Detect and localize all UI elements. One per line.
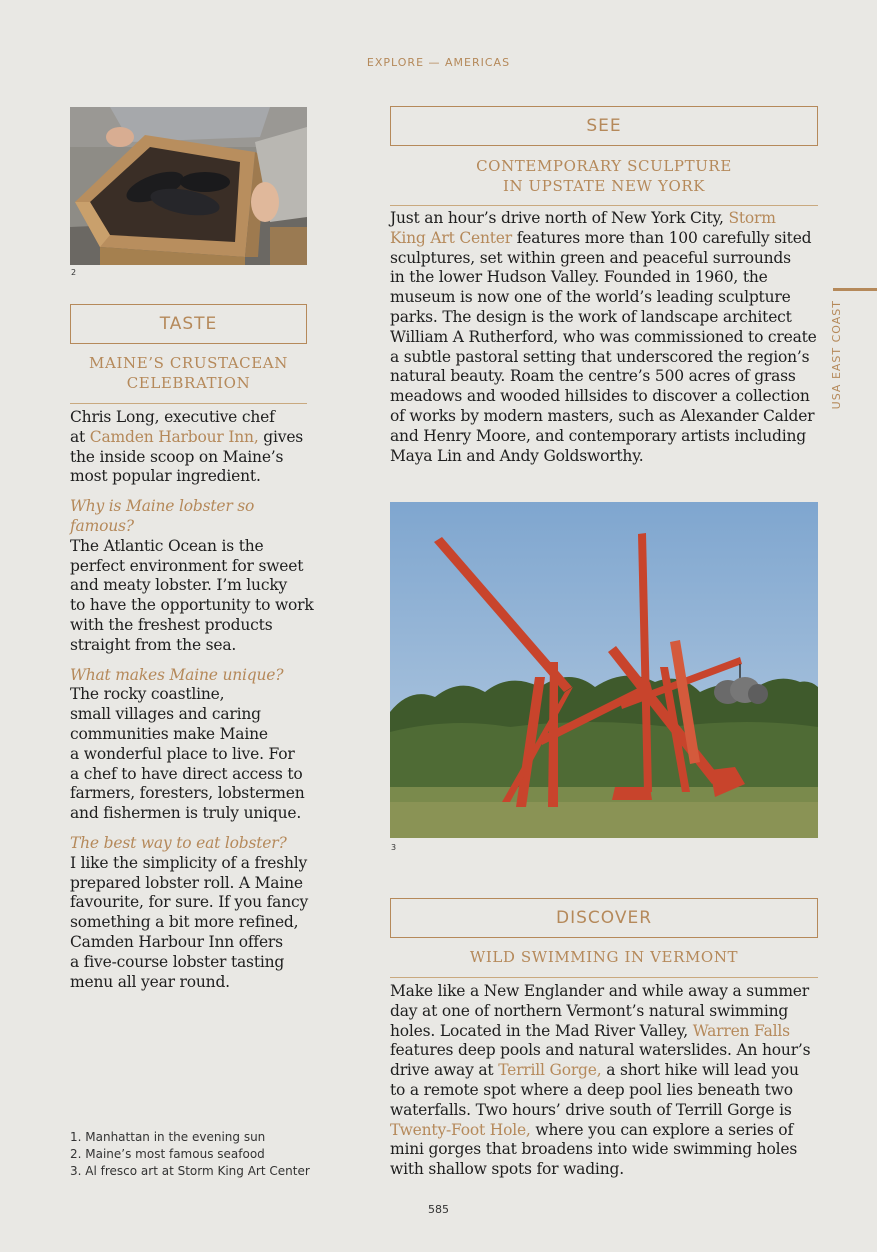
taste-intro-text: at [70, 427, 90, 446]
see-line: parks. The design is the work of landscape architect [390, 307, 792, 326]
taste-answer-line: a chef to have direct access to [70, 764, 303, 783]
see-line: Maya Lin and Andy Goldsworthy. [390, 446, 644, 465]
taste-answer-line: something a bit more refined, [70, 913, 299, 932]
photo-captions [70, 1129, 310, 1180]
discover-line [390, 1022, 830, 1042]
discover-line: day at one of northern Vermont’s natural swimming [390, 1001, 789, 1020]
discover-section-label: DISCOVER [390, 898, 818, 938]
taste-title [70, 353, 307, 404]
see-section-label: SEE [390, 106, 818, 146]
see-line: sculptures, set within green and peaceful surrounds [390, 248, 791, 267]
photo3-number: 3 [391, 843, 397, 852]
taste-body [70, 408, 320, 992]
discover-line [390, 1061, 830, 1081]
see-line: William A Rutherford, who was commissioned to create [390, 327, 817, 346]
taste-intro-line: most popular ingredient. [70, 467, 261, 486]
taste-question-2: What makes Maine unique? [70, 665, 284, 684]
side-tab: USA EAST COAST [830, 300, 843, 410]
discover-line: features deep pools and natural waterslides. An hour’s [390, 1041, 811, 1060]
caption-1: 1. Manhattan in the evening sun [70, 1130, 266, 1144]
taste-intro-line [70, 428, 320, 448]
see-title [390, 156, 818, 206]
running-head: EXPLORE — AMERICAS [366, 56, 511, 69]
taste-answer-line: The rocky coastline, [70, 685, 225, 704]
storm-king-link-cont[interactable]: King Art Center [390, 228, 512, 247]
see-text: features more than 100 carefully sited [511, 228, 812, 247]
see-line: and Henry Moore, and contemporary artists including [390, 426, 807, 445]
taste-answer-line: and meaty lobster. I’m lucky [70, 576, 288, 595]
see-line: meadows and wooded hillsides to discover a collection [390, 387, 810, 406]
storm-king-link[interactable]: Storm [728, 209, 776, 227]
discover-text: where you can explore a series of [530, 1120, 793, 1139]
see-line: of works by modern masters, such as Alexander Calder [390, 406, 815, 425]
taste-question-1: Why is Maine lobster so famous? [70, 497, 255, 535]
taste-answer-line: The Atlantic Ocean is the [70, 536, 264, 555]
taste-section-label: TASTE [70, 304, 307, 344]
taste-answer-line: with the freshest products [70, 615, 273, 634]
taste-answer-line: communities make Maine [70, 724, 268, 743]
taste-answer-line: Camden Harbour Inn offers [70, 932, 283, 951]
warren-falls-link[interactable]: Warren Falls [692, 1021, 790, 1040]
see-title-line1: CONTEMPORARY SCULPTURE [476, 157, 732, 175]
taste-answer-line: I like the simplicity of a freshly [70, 853, 308, 872]
sculpture-photo [390, 502, 818, 838]
discover-text: holes. Located in the Mad River Valley, [390, 1021, 693, 1040]
taste-title-line1: MAINE’S CRUSTACEAN [89, 354, 288, 372]
discover-text: a short hike will lead you [601, 1061, 799, 1080]
discover-line: with shallow spots for wading. [390, 1160, 624, 1179]
discover-line [390, 1121, 830, 1141]
taste-answer-line: small villages and caring [70, 705, 261, 724]
see-line: a subtle pastoral setting that underscored the region’s [390, 347, 810, 366]
taste-answer-line: to have the opportunity to work [70, 596, 314, 615]
see-text: Just an hour’s drive north of New York City, [390, 209, 729, 227]
see-line [390, 229, 830, 249]
page-number: 585 [428, 1203, 449, 1216]
taste-answer-line: perfect environment for sweet [70, 556, 304, 575]
see-title-line2: IN UPSTATE NEW YORK [502, 177, 706, 195]
taste-answer-line: favourite, for sure. If you fancy [70, 893, 309, 912]
side-tab-bar [833, 288, 877, 291]
caption-3: 3. Al fresco art at Storm King Art Center [70, 1164, 310, 1178]
see-line: natural beauty. Roam the centre’s 500 acres of grass [390, 367, 796, 386]
taste-answer-line: menu all year round. [70, 972, 230, 991]
see-line [390, 209, 830, 229]
discover-line: Make like a New Englander and while away a summer [390, 982, 809, 1000]
twenty-foot-hole-link[interactable]: Twenty-Foot Hole, [390, 1120, 531, 1139]
camden-harbour-inn-link[interactable]: Camden Harbour Inn, [89, 427, 259, 446]
taste-answer-line: prepared lobster roll. A Maine [70, 873, 303, 892]
taste-answer-line: and fishermen is truly unique. [70, 804, 302, 823]
taste-intro-text: gives [258, 427, 304, 446]
discover-title: WILD SWIMMING IN VERMONT [390, 947, 818, 978]
discover-body [390, 982, 830, 1180]
see-line: museum is now one of the world’s leading sculpture [390, 288, 791, 307]
taste-intro-line: Chris Long, executive chef [70, 408, 275, 426]
discover-line: mini gorges that broadens into wide swimming holes [390, 1140, 798, 1159]
discover-line: to a remote spot where a deep pool lies beneath two [390, 1080, 793, 1099]
discover-text: drive away at [390, 1061, 499, 1080]
taste-intro-line: the inside scoop on Maine’s [70, 447, 284, 466]
lobster-crate-photo [70, 107, 307, 265]
terrill-gorge-link[interactable]: Terrill Gorge, [498, 1061, 602, 1080]
taste-answer-line: a wonderful place to live. For [70, 744, 295, 763]
discover-line: waterfalls. Two hours’ drive south of Terrill Gorge is [390, 1100, 792, 1119]
taste-answer-line: straight from the sea. [70, 635, 237, 654]
see-line: in the lower Hudson Valley. Founded in 1960, the [390, 268, 768, 287]
taste-answer-line: a five-course lobster tasting [70, 952, 285, 971]
taste-title-line2: CELEBRATION [126, 374, 251, 392]
taste-answer-line: farmers, foresters, lobstermen [70, 784, 305, 803]
taste-question-3: The best way to eat lobster? [70, 833, 287, 852]
see-body [390, 209, 830, 466]
caption-2: 2. Maine’s most famous seafood [70, 1147, 265, 1161]
photo2-number: 2 [71, 268, 77, 277]
